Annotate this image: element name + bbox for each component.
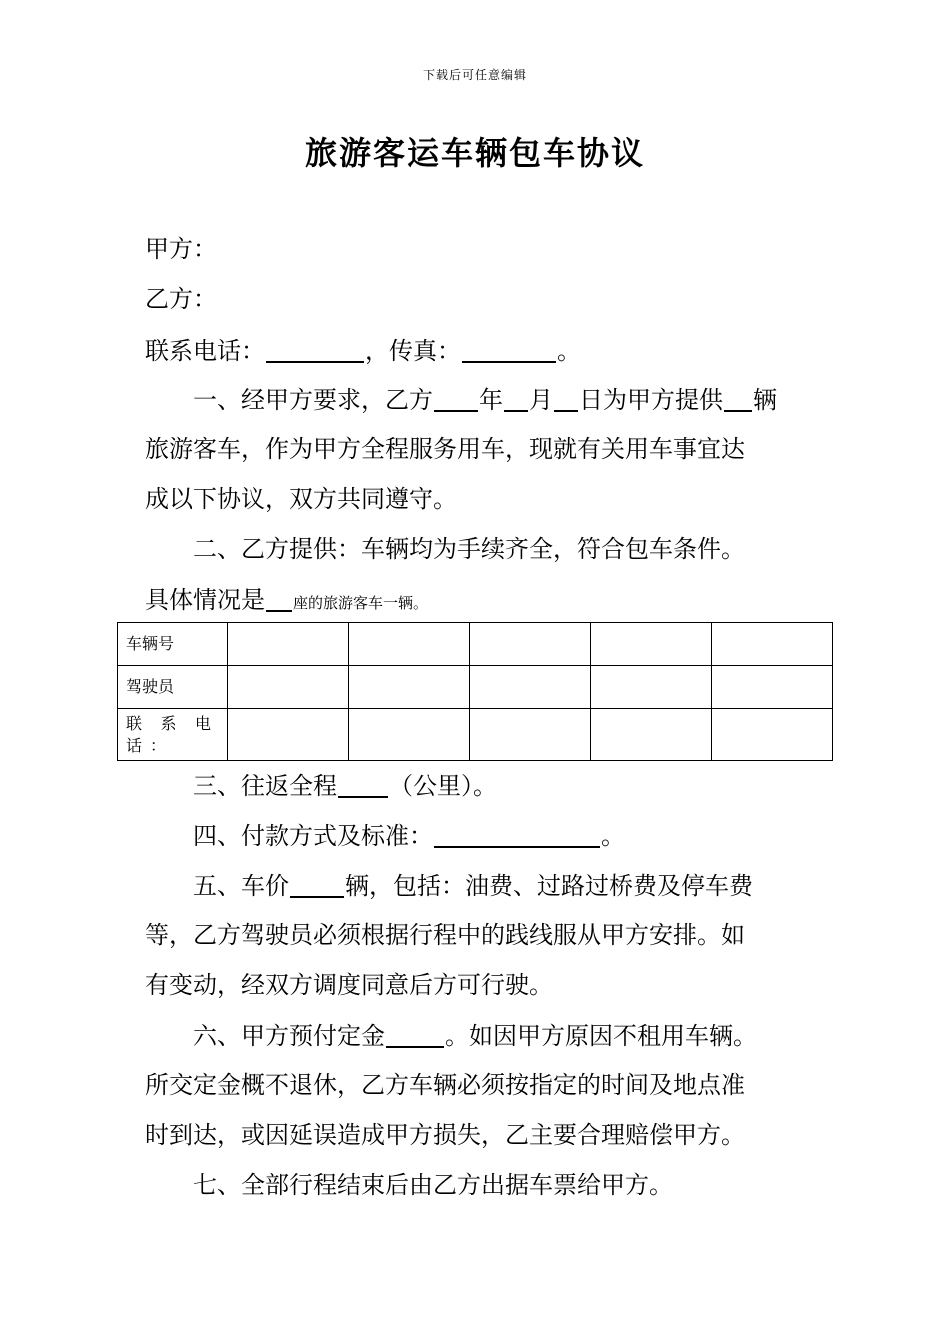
phone-blank bbox=[266, 335, 364, 363]
seats-blank bbox=[266, 584, 292, 612]
table-row bbox=[118, 709, 833, 761]
clause5-line2: 等，乙方驾驶员必须根据行程中的践线服从甲方安排。如 bbox=[145, 921, 745, 949]
month-label: 月 bbox=[529, 386, 553, 414]
clause6-line1 bbox=[193, 1020, 863, 1051]
clause3-suffix: （公里）。 bbox=[389, 772, 497, 800]
party-b-line: 乙方： bbox=[145, 285, 217, 313]
price-blank bbox=[290, 870, 344, 898]
party-a-line: 甲方： bbox=[145, 235, 217, 263]
table-cell[interactable] bbox=[228, 666, 349, 709]
row-label-vehicle-no: 车辆号 bbox=[118, 623, 228, 666]
table-cell[interactable] bbox=[712, 709, 833, 761]
clause3-line bbox=[193, 770, 863, 801]
clause6-line3: 时到达，或因延误造成甲方损失，乙主要合理赔偿甲方。 bbox=[145, 1121, 745, 1149]
table-row bbox=[118, 666, 833, 709]
day-blank bbox=[554, 384, 578, 412]
table-cell[interactable] bbox=[228, 623, 349, 666]
table-cell[interactable] bbox=[349, 623, 470, 666]
vehicle-count-blank bbox=[724, 384, 752, 412]
month-blank bbox=[504, 384, 528, 412]
clause2-line1: 二、乙方提供：车辆均为手续齐全，符合包车条件。 bbox=[193, 535, 745, 563]
clause2-line2 bbox=[145, 584, 815, 618]
table-cell[interactable] bbox=[470, 666, 591, 709]
table-row bbox=[118, 623, 833, 666]
table-cell[interactable] bbox=[349, 709, 470, 761]
clause5-line1 bbox=[193, 870, 863, 901]
table-cell[interactable] bbox=[591, 623, 712, 666]
clause5-line3: 有变动，经双方调度同意后方可行驶。 bbox=[145, 971, 553, 999]
clause2-suffix: 座的旅游客车一辆。 bbox=[293, 594, 429, 612]
vehicle-label: 辆 bbox=[753, 386, 777, 414]
year-label: 年 bbox=[479, 386, 503, 414]
clause4-prefix: 四、付款方式及标准： bbox=[193, 822, 433, 850]
vehicle-table bbox=[117, 622, 833, 761]
clause2-prefix: 具体情况是 bbox=[145, 586, 265, 614]
fax-blank bbox=[462, 335, 556, 363]
clause7-line: 七、全部行程结束后由乙方出据车票给甲方。 bbox=[193, 1171, 673, 1199]
clause5-prefix: 五、车价 bbox=[193, 872, 289, 900]
table-cell[interactable] bbox=[228, 709, 349, 761]
table-cell[interactable] bbox=[712, 623, 833, 666]
table-cell[interactable] bbox=[349, 666, 470, 709]
payment-blank bbox=[434, 820, 600, 848]
row-label-phone: 联系电话： bbox=[118, 709, 228, 761]
clause5-suffix: 辆，包括：油费、过路过桥费及停车费 bbox=[345, 872, 753, 900]
clause6-prefix: 六、甲方预付定金 bbox=[193, 1022, 385, 1050]
clause3-prefix: 三、往返全程 bbox=[193, 772, 337, 800]
fax-label: ，传真： bbox=[365, 337, 461, 365]
table-cell[interactable] bbox=[470, 623, 591, 666]
clause1-line2: 旅游客车，作为甲方全程服务用车，现就有关用车事宜达 bbox=[145, 435, 745, 463]
clause1-text: 一、经甲方要求，乙方 bbox=[193, 386, 433, 414]
document-title: 旅游客运车辆包车协议 bbox=[304, 134, 645, 172]
contact-line bbox=[145, 335, 815, 366]
clause6-suffix: 。如因甲方原因不租用车辆。 bbox=[445, 1022, 757, 1050]
table-cell[interactable] bbox=[470, 709, 591, 761]
header-note: 下载后可任意编辑 bbox=[422, 68, 527, 82]
distance-blank bbox=[338, 770, 388, 798]
table-cell[interactable] bbox=[591, 666, 712, 709]
clause4-suffix: 。 bbox=[601, 822, 625, 850]
row-label-driver: 驾驶员 bbox=[118, 666, 228, 709]
clause1-line1 bbox=[193, 384, 863, 415]
table-cell[interactable] bbox=[712, 666, 833, 709]
deposit-blank bbox=[386, 1020, 444, 1048]
day-label: 日为甲方提供 bbox=[579, 386, 723, 414]
phone-label: 联系电话： bbox=[145, 337, 265, 365]
contact-end: 。 bbox=[557, 337, 581, 365]
table-cell[interactable] bbox=[591, 709, 712, 761]
clause6-line2: 所交定金概不退休，乙方车辆必须按指定的时间及地点准 bbox=[145, 1071, 745, 1099]
clause4-line bbox=[193, 820, 863, 851]
clause1-line3: 成以下协议，双方共同遵守。 bbox=[145, 485, 457, 513]
year-blank bbox=[434, 384, 478, 412]
